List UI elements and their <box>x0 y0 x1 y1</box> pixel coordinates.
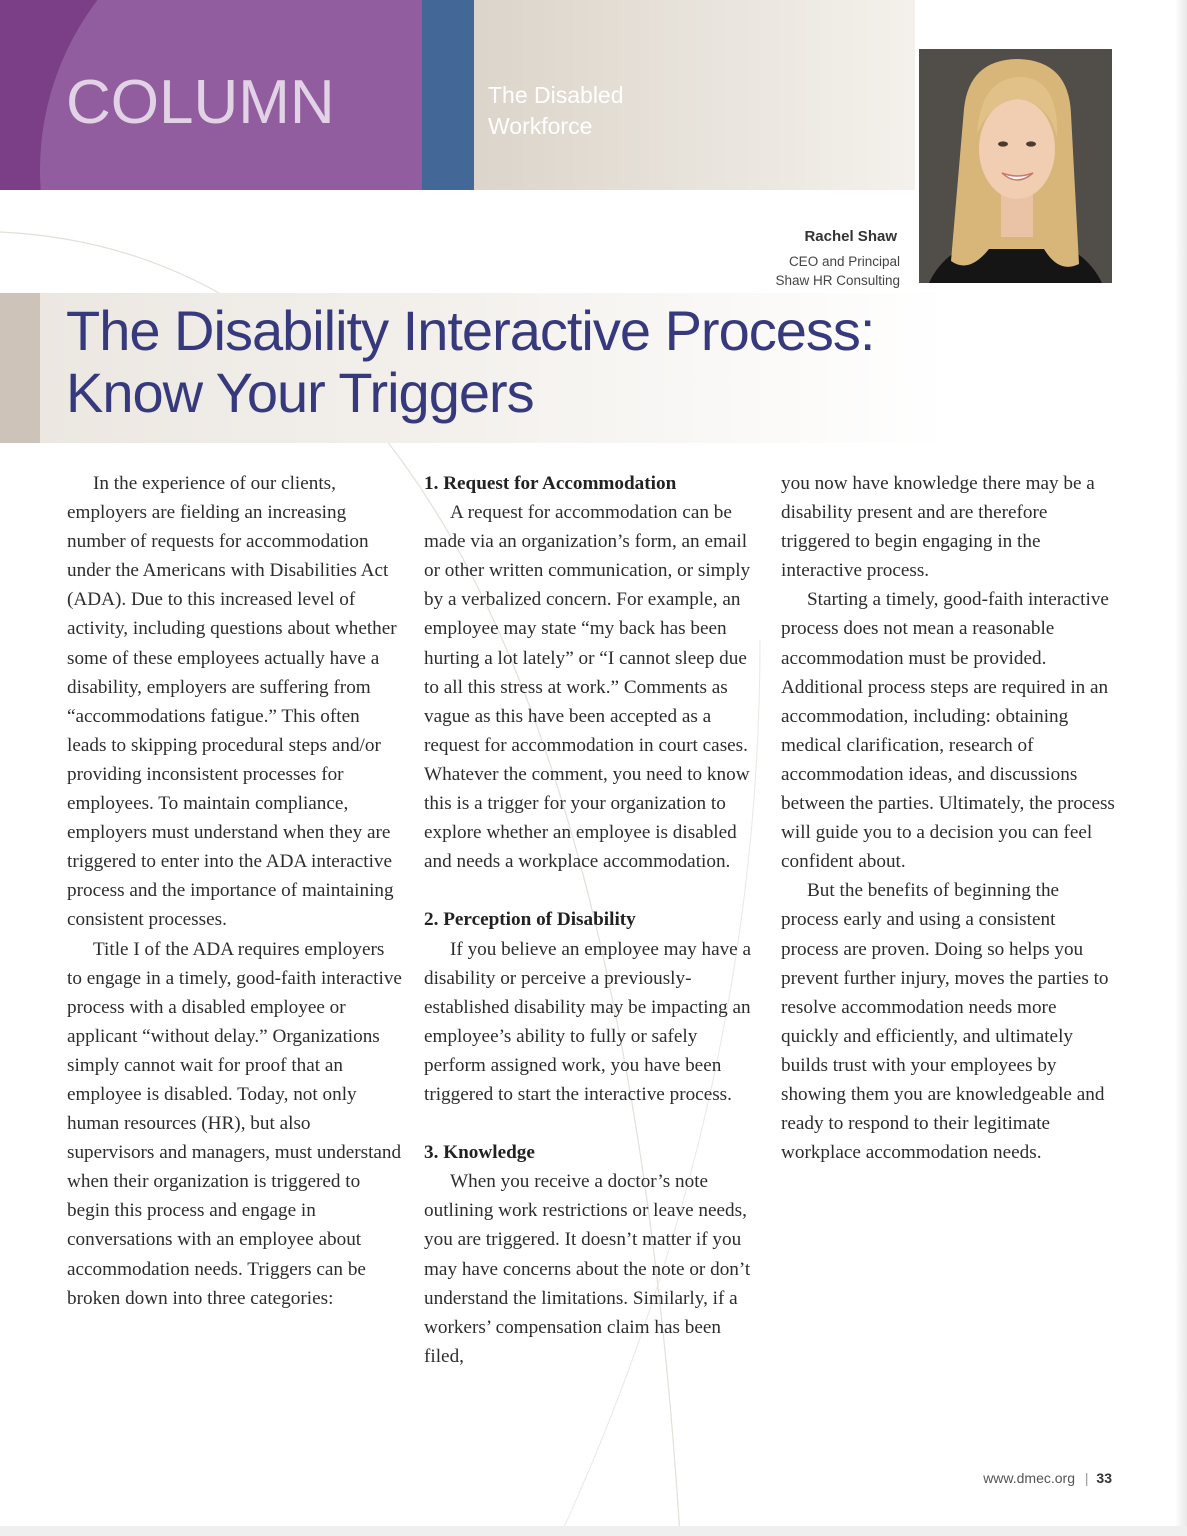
column-label: COLUMN <box>66 68 335 137</box>
paragraph: If you believe an employee may have a disability or perceive a previously-established disability may be impacting an employee’s ability to fully or safely perform assigned work, you have been triggered to start the interactive process. <box>424 938 752 1105</box>
footer-url: www.dmec.org <box>983 1470 1075 1486</box>
paragraph: A request for accommodation can be made via an organization’s form, an email or other written communication, or simply by a verbalized concern. For example, an employee may state “my back has been hurting a lot lately” or “I cannot sleep due to all this stress at work.” Comments as vague as this have been accepted as a request for accommodation in court cases. Whatever the comment, you need to know this is a trigger for your organization to explore whether an employee is disabled and needs a workplace accommodation. <box>424 502 751 873</box>
article-title <box>66 300 1066 424</box>
paragraph: Starting a timely, good-faith interactive process does not mean a reasonable accommodation must be provided. Additional process steps are required in an accommodation, including: obtaining medical clarification, research of accommodation ideas, and discussions between the parties. Ultimately, the process will guide you to a decision you can feel confident about. <box>781 589 1115 873</box>
subheading-perception: 2. Perception of Disability <box>424 909 636 931</box>
section-name-line1: The Disabled <box>488 82 624 108</box>
page-edge-bottom <box>0 1526 1187 1536</box>
subheading-knowledge: 3. Knowledge <box>424 1142 535 1164</box>
author-title <box>775 252 900 290</box>
author-photo <box>919 49 1112 283</box>
paragraph: When you receive a doctor’s note outlining work restrictions or leave needs, you are triggered. It doesn’t matter if you may have concerns about the note or don’t understand the limitations. Similarly, if a workers’ compensation claim has been filed, <box>424 1171 751 1367</box>
paragraph: Title I of the ADA requires employers to engage in a timely, good-faith interactive process with a disabled employee or applicant “without delay.” Organizations simply cannot wait for proof that an employee is disabled. Today, not only human resources (HR), but also supervisors and managers, must understand when their organization is triggered to begin this process and engage in conversations with an employee about accommodation needs. Triggers can be broken down into three categories: <box>67 938 402 1309</box>
title-tab <box>0 293 40 443</box>
author-title-line1: CEO and Principal <box>788 254 900 269</box>
author-name: Rachel Shaw <box>804 228 897 245</box>
author-title-line2: Shaw HR Consulting <box>775 273 900 288</box>
article-column-2 <box>424 469 759 1371</box>
page-number: 33 <box>1096 1470 1112 1486</box>
section-name <box>488 80 688 142</box>
accent-strip <box>422 0 474 190</box>
page-footer <box>983 1470 1112 1486</box>
article-title-line2: Know Your Triggers <box>66 361 534 424</box>
article-column-3 <box>781 469 1116 1167</box>
article-column-1 <box>67 469 402 1313</box>
subheading-request: 1. Request for Accommodation <box>424 473 677 494</box>
section-name-line2: Workforce <box>488 113 593 139</box>
paragraph: you now have knowledge there may be a disability present and are therefore triggered to begin engaging in the interactive process. <box>781 473 1095 582</box>
page-edge <box>1175 0 1187 1536</box>
article-title-line1: The Disability Interactive Process: <box>66 299 875 362</box>
paragraph: But the benefits of beginning the process early and using a consistent process are proven. Doing so helps you prevent further injury, moves the parties to resolve accommodation needs more quickly and efficiently, and ultimately builds trust with your employees by showing them you are knowledgeable and ready to respond to their legitimate workplace accommodation needs. <box>781 880 1109 1164</box>
paragraph: In the experience of our clients, employers are fielding an increasing number of requests for accommodation under the Americans with Disabilities Act (ADA). Due to this increased level of activity, including questions about whether some of these employees actually have a disability, employers are suffering from “accommodations fatigue.” This often leads to skipping procedural steps and/or providing inconsistent processes for employees. To maintain compliance, employers must understand when they are triggered to enter into the ADA interactive process and the importance of maintaining consistent processes. <box>67 473 397 931</box>
footer-separator: | <box>1084 1470 1089 1486</box>
